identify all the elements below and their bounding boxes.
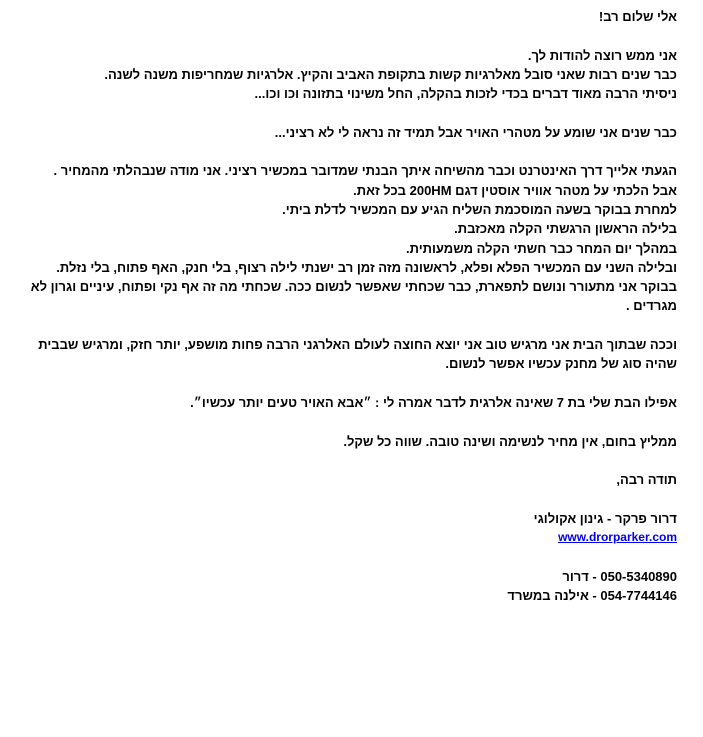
phone-ilana-office: 054-7744146 - אילנה במשרד xyxy=(507,587,677,603)
text-line: וככה שבתוך הבית אני מרגיש טוב אני יוצא החוצה לעולם האלרגני הרבה פחות מושפע, יותר חזק, ומרגיש שבבית שהיה סוג של מחנק עכשיו אפשר לנשום. xyxy=(38,337,677,372)
paragraph-air-purifiers xyxy=(7,123,677,142)
text-line: אפילו הבת שלי בת 7 שאינה אלרגית לדבר אמרה לי : ״אבא האויר טעים יותר עכשיו״. xyxy=(190,394,677,410)
closing xyxy=(7,470,677,489)
website-link[interactable]: www.drorparker.com xyxy=(558,530,677,545)
greeting-line: אלי שלום רב! xyxy=(598,9,677,24)
paragraph-home xyxy=(7,335,677,374)
text-line: אני ממש רוצה להודות לך. xyxy=(527,47,677,63)
text-line: למחרת בבוקר בשעה המוסכמת השליח הגיע עם המכשיר לדלת ביתי. xyxy=(282,201,677,217)
text-line: ממליץ בחום, אין מחיר לנשימה ושינה טובה. שווה כל שקל. xyxy=(343,433,677,449)
text-line: במהלך יום המחר כבר חשתי הקלה משמעותית. xyxy=(406,240,677,256)
contact-phones xyxy=(7,567,677,606)
letter-body xyxy=(7,7,677,625)
text-line: בלילה הראשון הרגשתי הקלה מאכזבת. xyxy=(454,221,677,237)
text-line: כבר שנים אני שומע על מטהרי האויר אבל תמיד זה נראה לי לא רציני... xyxy=(274,124,677,140)
text-line: ובלילה השני עם המכשיר הפלא ופלא, לראשונה מזה זמן רב ישנתי לילה רצוף, בלי חנק, האף פתוח, בלי נזלת. xyxy=(56,259,677,275)
paragraph-thanks xyxy=(7,46,677,104)
text-line: אבל הלכתי על מטהר אוויר אוסטין דגם 200HM בכל זאת. xyxy=(353,182,677,198)
text-line: בבוקר אני מתעורר ונושם לתפארת, כבר שכחתי שאפשר לנשום ככה. שכחתי מה זה אף נקי ופתוח, עיניים וגרון לא מגרדים . xyxy=(30,279,677,314)
greeting xyxy=(7,7,677,26)
text-line: כבר שנים רבות שאני סובל מאלרגיות קשות בתקופת האביב והקיץ. אלרגיות שמחריפות משנה לשנה. xyxy=(104,66,677,82)
text-line: ניסיתי הרבה מאוד דברים בכדי לזכות בהקלה, החל משינוי בתזונה וכו וכו... xyxy=(254,86,677,102)
paragraph-experience xyxy=(7,161,677,315)
paragraph-daughter xyxy=(7,393,677,412)
closing-line: תודה רבה, xyxy=(616,472,677,488)
phone-dror: 050-5340890 - דרור xyxy=(562,568,677,584)
text-line: הגעתי אלייך דרך האינטרנט וכבר מהשיחה איתך הבנתי שמדובר במכשיר רציני. אני מודה שנבהלתי מהמחיר . xyxy=(53,163,677,179)
signature-block xyxy=(7,509,677,548)
paragraph-recommend xyxy=(7,432,677,451)
signature-name: דרור פרקר - גינון אקולוגי xyxy=(533,510,677,526)
